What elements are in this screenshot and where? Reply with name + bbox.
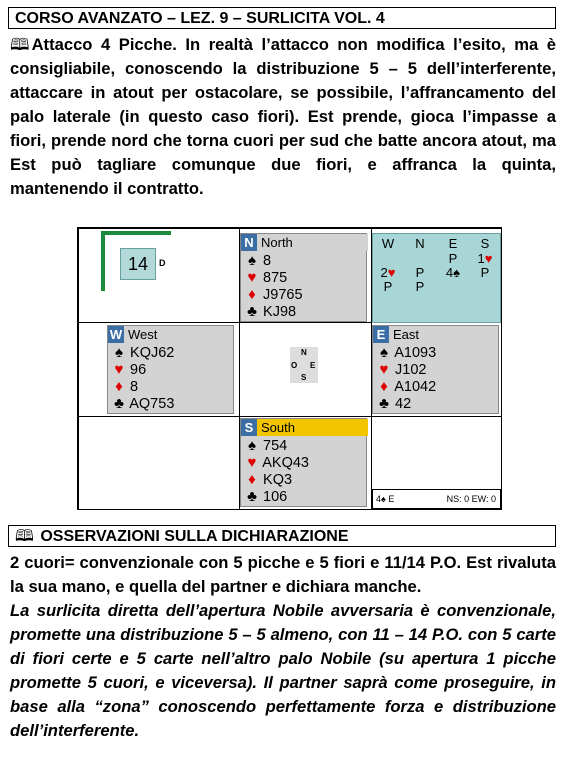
bid-header-e: E — [448, 236, 458, 251]
compass-e: E — [310, 361, 316, 370]
north-seat-badge: N — [241, 234, 257, 251]
board-frame-top — [101, 231, 171, 235]
south-seat-badge: S — [241, 419, 257, 436]
bid: P — [480, 265, 490, 280]
south-diamonds: KQ3 — [263, 472, 293, 488]
compass-n: N — [301, 348, 307, 357]
south-hand — [240, 418, 367, 507]
south-name: South — [261, 420, 295, 435]
compass-s: S — [301, 373, 307, 382]
book-icon: 🕮 — [15, 528, 34, 545]
south-hearts: AKQ43 — [262, 455, 309, 471]
east-diamonds: A1042 — [394, 379, 437, 395]
bid: 2♥ — [380, 265, 396, 280]
west-spades: KQJ62 — [130, 345, 175, 361]
south-clubs: 106 — [263, 489, 288, 505]
book-icon: 🕮 — [10, 35, 30, 54]
bidding-box — [372, 233, 501, 323]
diamond-icon: ♦ — [248, 286, 256, 303]
west-clubs: AQ753 — [129, 396, 175, 412]
east-seat-badge: E — [373, 326, 389, 343]
spade-icon: ♠ — [248, 252, 256, 269]
north-hand — [240, 233, 367, 322]
bid: P — [415, 279, 425, 294]
club-icon: ♣ — [379, 395, 389, 412]
bid: P — [415, 265, 425, 280]
lesson-title: CORSO AVANZATO – LEZ. 9 – SURLICITA VOL. 4 — [8, 7, 556, 29]
heart-icon: ♥ — [379, 361, 389, 378]
north-clubs: KJ98 — [263, 304, 297, 320]
west-hearts: 96 — [130, 362, 147, 378]
section-title — [8, 525, 556, 547]
north-diamonds: J9765 — [263, 287, 303, 303]
heart-icon: ♥ — [247, 269, 257, 286]
west-name: West — [128, 327, 158, 342]
east-hand — [372, 325, 499, 414]
spade-icon: ♠ — [115, 344, 123, 361]
east-name: East — [393, 327, 420, 342]
contract-footer — [372, 489, 501, 509]
spade-icon: ♠ — [380, 344, 388, 361]
compass-o: O — [291, 361, 298, 370]
east-hearts: J102 — [395, 362, 427, 378]
club-icon: ♣ — [114, 395, 124, 412]
bid-header-n: N — [415, 236, 425, 251]
east-clubs: 42 — [395, 396, 412, 412]
compass-icon — [290, 347, 318, 383]
north-spades: 8 — [263, 253, 272, 269]
bid: P — [448, 251, 458, 266]
club-icon: ♣ — [247, 303, 257, 320]
note-surlicita: La surlicita diretta dell’apertura Nobile avversaria è convenzionale, promette una distribuzione 5 – 5 almeno, con 11 – 14 P.O. con 5 carte di fiori certe e 5 carte nell’altro palo Nobile (su apertura 1 picche promette 5 cuori, e viceversa). Il partner saprà come proseguire, in base alla “zona” conoscendo perfettamente forza e distribuzione dell’interferente. — [10, 601, 556, 740]
heart-icon: ♥ — [247, 454, 257, 471]
score-label: NS: 0 EW: 0 — [446, 494, 496, 504]
lead-explanation — [10, 33, 556, 201]
diamond-icon: ♦ — [380, 378, 388, 395]
board-number: 14 — [120, 248, 156, 280]
bid-header-s: S — [480, 236, 490, 251]
south-spades: 754 — [263, 438, 288, 454]
bidding-notes — [10, 551, 556, 743]
west-seat-badge: W — [109, 327, 123, 342]
bid-header-w: W — [381, 236, 395, 251]
dealer-marker: D — [159, 258, 166, 268]
lead-text: Attacco 4 Picche. In realtà l’attacco non modifica l’esito, ma è consigliabile, conoscendo la distribuzione 5 – 5 dell’interferente, attaccare in atout per ostacolare, se possibile, l’affrancamento del palo laterale (in questo caso fiori). Est prende, gioca l’impasse a fiori, prende nord che torna cuori per sud che batte ancora atout, ma Est può tagliare comunque due fiori, e affranca la quinta, mantenendo il contratto. — [10, 35, 556, 198]
north-name: North — [261, 235, 293, 250]
contract-label: 4♠ E — [376, 494, 395, 504]
east-spades: A1093 — [394, 345, 437, 361]
bid: 1♥ — [477, 251, 493, 266]
west-diamonds: 8 — [130, 379, 139, 395]
heart-icon: ♥ — [114, 361, 124, 378]
spade-icon: ♠ — [248, 437, 256, 454]
board-frame-left — [101, 231, 105, 291]
north-hearts: 875 — [263, 270, 288, 286]
diamond-icon: ♦ — [248, 471, 256, 488]
empty-cell — [78, 416, 240, 510]
diamond-icon: ♦ — [115, 378, 123, 395]
west-hand — [107, 325, 234, 414]
note-convention: 2 cuori= convenzionale con 5 picche e 5 fiori e 11/14 P.O. Est rivaluta la sua mano, e quella del partner e dichiara manche. — [10, 553, 556, 596]
section-title-text: OSSERVAZIONI SULLA DICHIARAZIONE — [40, 528, 349, 545]
bid: P — [383, 279, 393, 294]
bid: 4♠ — [445, 265, 461, 280]
club-icon: ♣ — [247, 488, 257, 505]
